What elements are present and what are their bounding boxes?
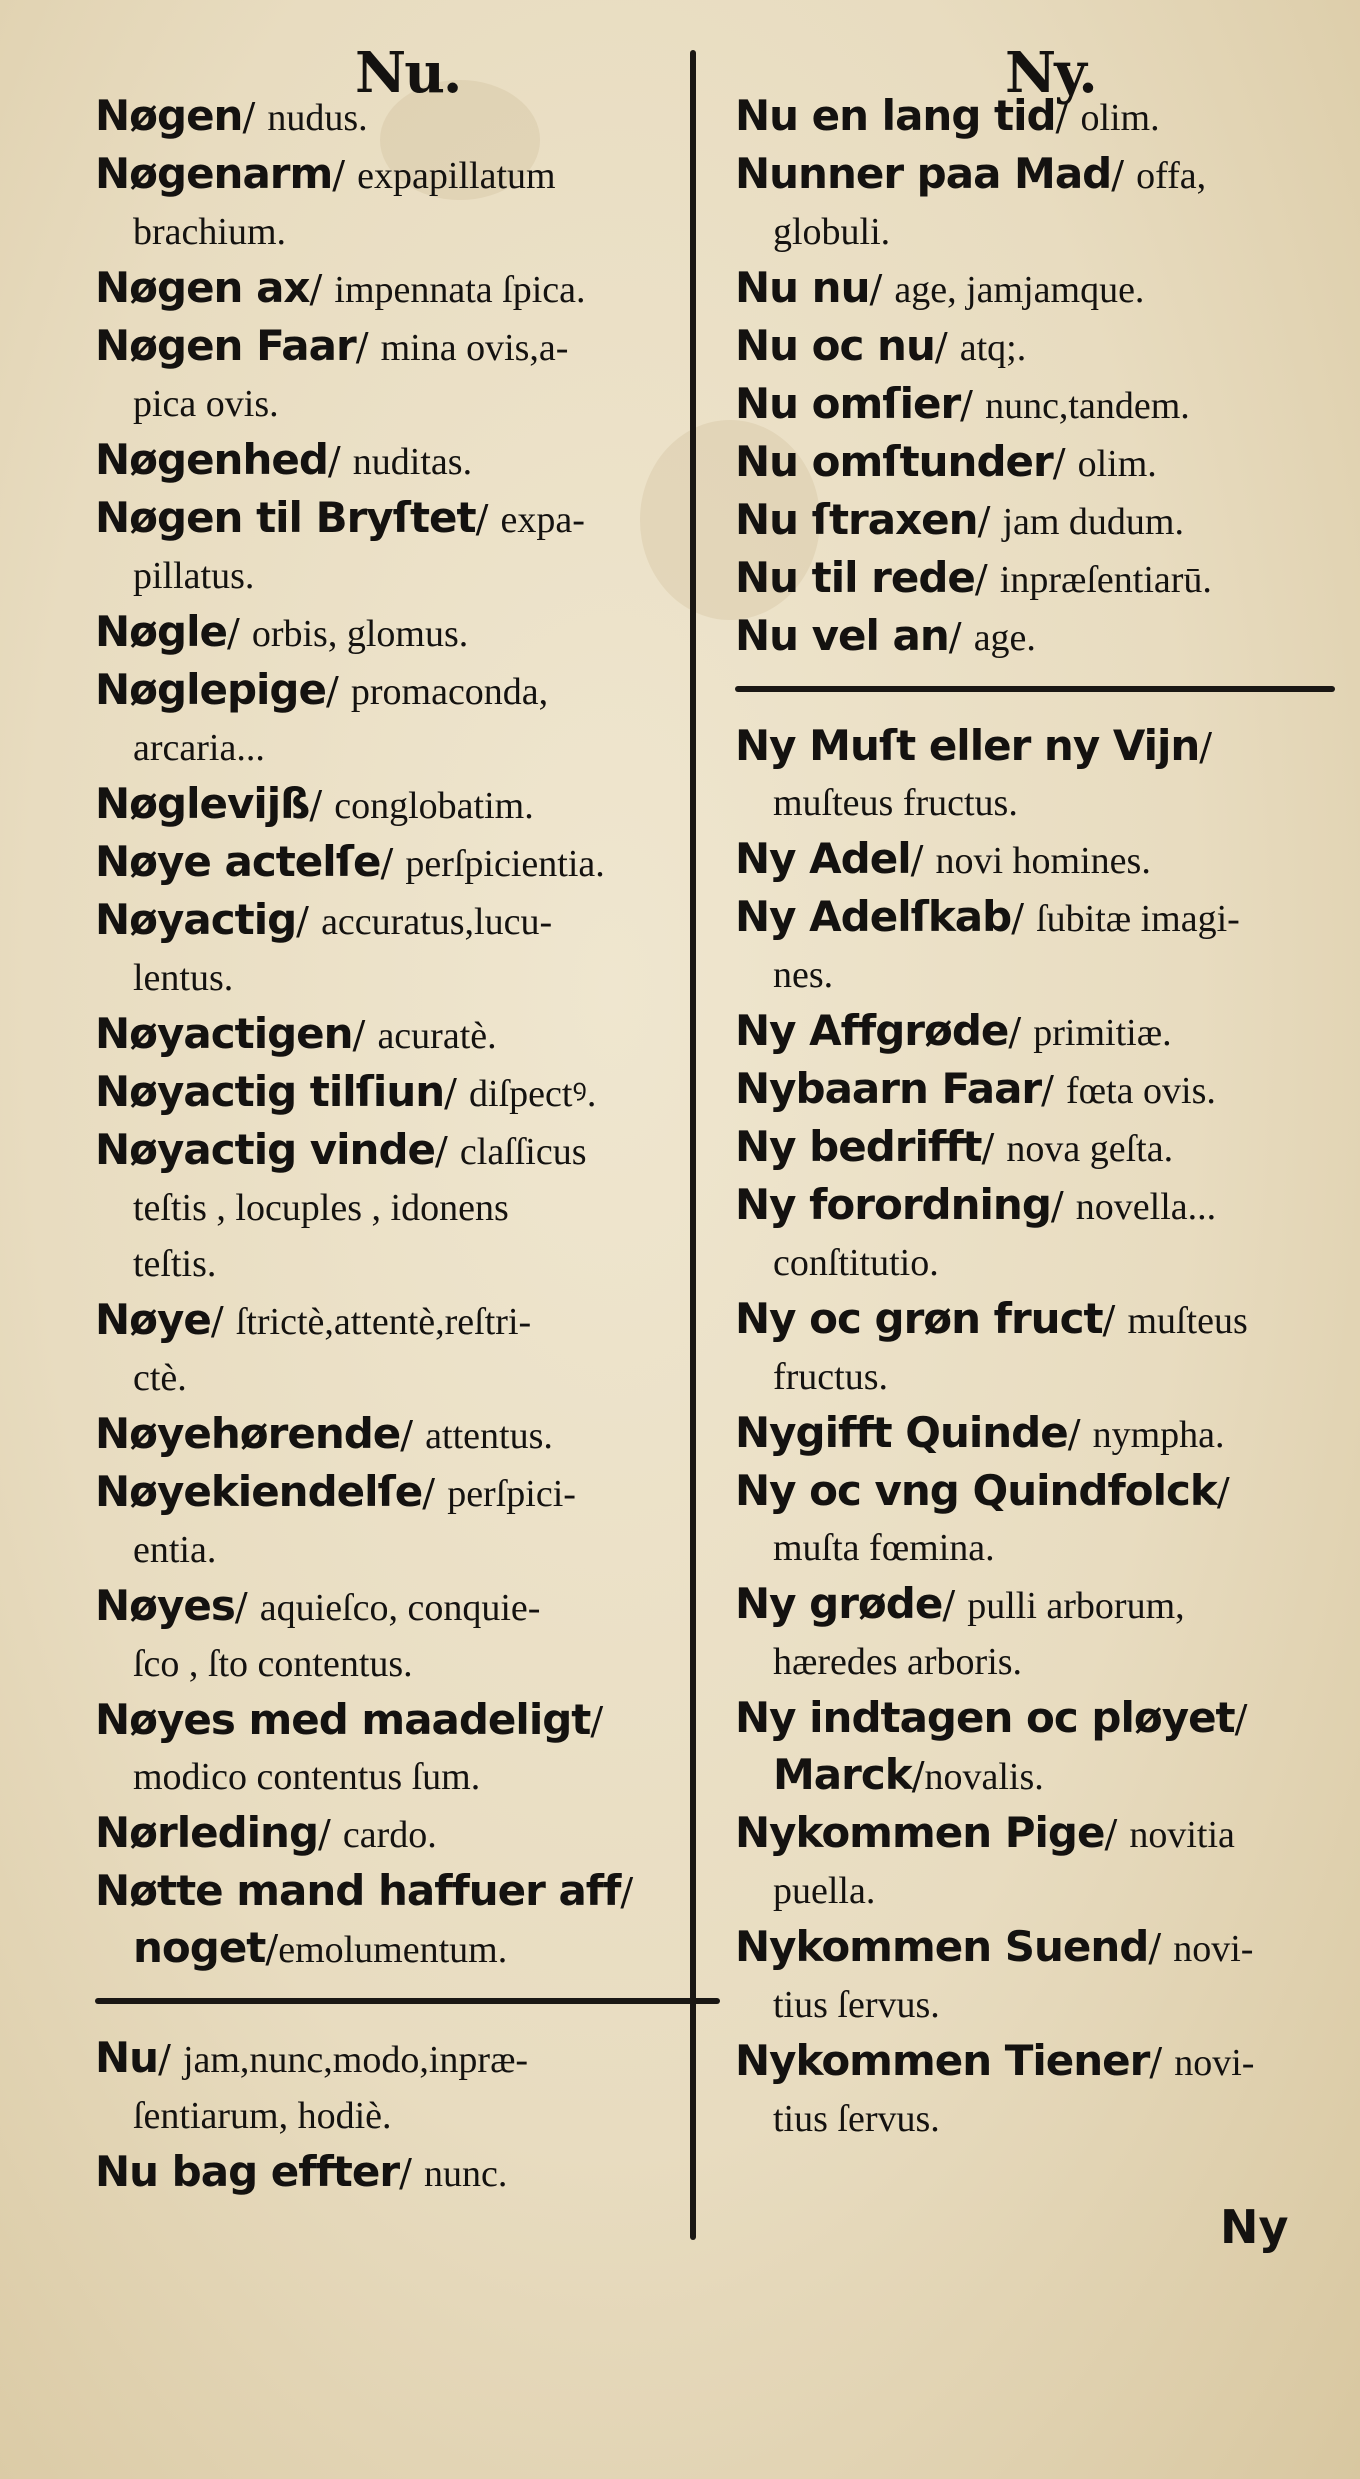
dictionary-entry — [95, 260, 720, 318]
entry-headword: Nøgenhed — [95, 435, 328, 484]
entry-latin: diſpectꝰ. — [469, 1073, 597, 1115]
entry-latin: perſpici- — [447, 1473, 576, 1515]
entry-separator: / — [352, 1013, 378, 1057]
entry-latin-continued: hæredes arboris. — [773, 1641, 1023, 1683]
entry-headword: Nygifft Quinde — [735, 1408, 1068, 1457]
entry-headword: Ny oc grøn fruct — [735, 1294, 1103, 1343]
dictionary-entry — [95, 1464, 720, 1578]
entry-separator: / — [318, 1812, 343, 1856]
entry-separator: / — [934, 325, 960, 369]
entry-headword: Ny bedrifft — [735, 1122, 982, 1171]
entry-headword: Nøgle — [95, 607, 227, 656]
dictionary-entry — [95, 776, 720, 834]
entry-separator: / — [1234, 1697, 1248, 1741]
dictionary-entry — [735, 146, 1335, 260]
entry-latin: aquieſco, conquie- — [259, 1587, 541, 1629]
entry-headword: Nøyactig vinde — [95, 1125, 436, 1174]
entry-latin-continued: puella. — [773, 1870, 876, 1912]
entry-headword: Ny indtagen oc pløyet — [735, 1693, 1235, 1742]
dictionary-entry — [95, 892, 720, 1006]
entry-latin: claſſicus — [459, 1131, 587, 1173]
entry-headword: Nykommen Pige — [735, 1808, 1105, 1857]
entry-latin: primitiæ. — [1033, 1012, 1172, 1054]
entry-separator: / — [1148, 1926, 1174, 1970]
entry-separator: / — [942, 1583, 968, 1627]
entry-latin-continued: arcaria... — [133, 727, 265, 769]
dictionary-entry — [735, 831, 1335, 889]
entry-latin: ſubitæ imagi- — [1036, 898, 1240, 940]
entry-separator: / — [435, 1129, 460, 1173]
entry-separator: / — [309, 783, 335, 827]
entry-headword: Nu ſtraxen — [735, 495, 978, 544]
entry-separator: / — [1111, 153, 1137, 197]
dictionary-entry — [735, 1177, 1335, 1291]
entry-separator: / — [981, 1126, 1007, 1170]
entry-separator: / — [309, 267, 335, 311]
entry-latin-continued: muſta fœmina. — [773, 1527, 995, 1569]
entry-separator: / — [869, 267, 895, 311]
entry-headword: Ny grøde — [735, 1579, 943, 1628]
entry-latin-continued: tius ſervus. — [773, 1984, 940, 2026]
entry-separator: / — [1008, 1010, 1034, 1054]
entry-latin-continued: pillatus. — [133, 555, 255, 597]
entry-separator: / — [158, 2037, 183, 2081]
entry-headword: Nu oc nu — [735, 321, 935, 370]
entry-headword: Nu omſtunder — [735, 437, 1053, 486]
entry-headword: Nøgen Faar — [95, 321, 356, 370]
entry-separator: / — [1067, 1412, 1093, 1456]
entry-latin-continued: muſteus fructus. — [773, 782, 1018, 824]
entry-latin: age, jamjamque. — [894, 269, 1145, 311]
entry-latin-continued: fructus. — [773, 1356, 889, 1398]
entry-latin: perſpicientia. — [405, 843, 605, 885]
entry-latin: ſtrictè,attentè,reſtri- — [235, 1301, 532, 1343]
entry-latin-continued: ſentiarum, hodiè. — [133, 2095, 392, 2137]
entry-headword-continued: Marck — [773, 1750, 912, 1799]
entry-latin: inpræſentiarū. — [999, 559, 1212, 601]
dictionary-entry — [95, 1863, 720, 1978]
entry-separator: / — [242, 95, 268, 139]
dictionary-entry — [95, 490, 720, 604]
entry-headword: Nøye — [95, 1295, 211, 1344]
entry-separator: / — [399, 2151, 424, 2195]
entry-headword: Ny Adelſkab — [735, 892, 1012, 941]
entry-separator: / — [475, 497, 501, 541]
entry-headword: Nøgen — [95, 91, 243, 140]
entry-separator: / — [444, 1071, 470, 1115]
dictionary-entry — [735, 492, 1335, 550]
entry-latin: pulli arborum, — [967, 1585, 1185, 1627]
entry-latin: nunc. — [423, 2153, 508, 2195]
entry-headword: Nøyes — [95, 1581, 235, 1630]
dictionary-entry — [95, 88, 720, 146]
entry-separator: / — [265, 1927, 279, 1971]
entry-separator: / — [590, 1699, 604, 1743]
catchword: Ny — [1220, 2200, 1289, 2254]
entry-headword: Nu — [95, 2033, 159, 2082]
entry-separator: / — [1041, 1068, 1067, 1112]
dictionary-entry — [735, 88, 1335, 146]
entry-separator: / — [226, 611, 252, 655]
entry-headword: Nybaarn Faar — [735, 1064, 1042, 1113]
dictionary-entry — [735, 1003, 1335, 1061]
dictionary-entry — [735, 318, 1335, 376]
entry-separator: / — [1050, 1184, 1076, 1228]
entry-latin: nympha. — [1092, 1414, 1225, 1456]
entry-latin: olim. — [1080, 97, 1160, 139]
entry-headword: Nu nu — [735, 263, 870, 312]
dictionary-entry — [735, 1463, 1335, 1576]
left-entries — [95, 88, 720, 2202]
dictionary-entry — [95, 1064, 720, 1122]
entry-latin-continued: conſtitutio. — [773, 1242, 939, 1284]
entry-headword: Nøglevijß — [95, 779, 310, 828]
dictionary-entry — [95, 1122, 720, 1292]
dictionary-entry — [735, 1690, 1335, 1805]
entry-separator: / — [1011, 896, 1037, 940]
dictionary-entry — [735, 608, 1335, 666]
entry-headword: Nykommen Tiener — [735, 2036, 1150, 2085]
entry-latin: expa- — [500, 499, 585, 541]
entry-headword: Nørleding — [95, 1808, 319, 1857]
dictionary-entry — [735, 550, 1335, 608]
dictionary-entry — [735, 718, 1335, 831]
dictionary-entry — [95, 1406, 720, 1464]
entry-headword: Nøgen til Bryſtet — [95, 493, 476, 542]
entry-headword: Nøyactig — [95, 895, 297, 944]
entry-latin: mina ovis,a- — [380, 327, 569, 369]
dictionary-entry — [95, 1692, 720, 1805]
entry-latin-continued: ſco , ſto contentus. — [133, 1643, 413, 1685]
entry-latin: nuditas. — [352, 441, 473, 483]
entry-latin: accuratus,lucu- — [321, 901, 553, 943]
dictionary-entry — [735, 376, 1335, 434]
entry-headword: Nøgen ax — [95, 263, 310, 312]
entry-latin: offa, — [1136, 155, 1207, 197]
entry-latin-continued: entia. — [133, 1529, 217, 1571]
entry-latin: attentus. — [425, 1415, 553, 1457]
entry-latin: nudus. — [267, 97, 368, 139]
entry-latin: impennata ſpica. — [334, 269, 586, 311]
entry-headword: Nøyactig tilſiun — [95, 1067, 445, 1116]
entry-headword-continued: noget — [133, 1923, 266, 1972]
entry-headword: Nykommen Suend — [735, 1922, 1149, 1971]
entry-headword: Nøgenarm — [95, 149, 333, 198]
section-rule — [95, 1998, 720, 2004]
section-rule — [735, 686, 1335, 692]
entry-separator: / — [974, 557, 1000, 601]
entry-headword: Ny oc vng Quindfolck — [735, 1466, 1217, 1515]
entry-latin-continued: tius ſervus. — [773, 2098, 940, 2140]
dictionary-entry — [95, 1292, 720, 1406]
entry-latin: novi homines. — [935, 840, 1151, 882]
entry-separator: / — [325, 669, 351, 713]
dictionary-entry — [95, 432, 720, 490]
entry-headword: Nøye actelſe — [95, 837, 381, 886]
entry-latin-continued: modico contentus ſum. — [133, 1756, 481, 1798]
entry-separator: / — [1199, 725, 1213, 769]
dictionary-entry — [735, 1576, 1335, 1690]
entry-headword: Ny Adel — [735, 834, 911, 883]
entry-latin: olim. — [1077, 443, 1157, 485]
entry-latin: conglobatim. — [334, 785, 534, 827]
entry-headword: Ny Affgrøde — [735, 1006, 1009, 1055]
entry-latin-continued: brachium. — [133, 211, 287, 253]
entry-latin: novitia — [1129, 1814, 1235, 1856]
entry-latin: novi- — [1173, 1928, 1254, 1970]
entry-separator: / — [296, 899, 322, 943]
dictionary-entry — [735, 1291, 1335, 1405]
dictionary-entry — [95, 1578, 720, 1692]
entry-headword: Nøtte mand haffuer aff — [95, 1866, 621, 1915]
right-column-header: Ny. — [1005, 40, 1096, 106]
entry-latin-continued: emolumentum. — [278, 1929, 508, 1971]
entry-headword: Nøyactigen — [95, 1009, 353, 1058]
dictionary-entry — [95, 146, 720, 260]
entry-latin-continued: teſtis. — [133, 1243, 217, 1285]
entry-latin-continued: pica ovis. — [133, 383, 279, 425]
entry-latin-continued: globuli. — [773, 211, 891, 253]
dictionary-entry — [735, 1119, 1335, 1177]
entry-headword: Nu omſier — [735, 379, 961, 428]
entry-latin: jam dudum. — [1002, 501, 1184, 543]
entry-headword: Nøyehørende — [95, 1409, 401, 1458]
entry-headword: Nøyes med maadeligt — [95, 1695, 591, 1744]
entry-separator: / — [380, 841, 406, 885]
dictionary-entry — [95, 1805, 720, 1863]
left-column-header: Nu. — [355, 40, 461, 106]
dictionary-entry — [735, 260, 1335, 318]
entry-latin-continued: nes. — [773, 954, 834, 996]
dictionary-entry — [735, 434, 1335, 492]
entry-separator: / — [400, 1413, 426, 1457]
entry-latin-continued: lentus. — [133, 957, 234, 999]
entry-separator: / — [1149, 2040, 1175, 2084]
entry-separator: / — [1055, 95, 1081, 139]
entry-headword: Nu til rede — [735, 553, 975, 602]
entry-latin-continued: ctè. — [133, 1357, 187, 1399]
dictionary-entry — [95, 1006, 720, 1064]
entry-separator: / — [911, 1754, 925, 1798]
entry-latin: muſteus — [1127, 1300, 1248, 1342]
entry-separator: / — [977, 499, 1003, 543]
dictionary-entry — [735, 1061, 1335, 1119]
entry-headword: Nu vel an — [735, 611, 949, 660]
entry-separator: / — [1104, 1812, 1130, 1856]
entry-headword: Nu bag effter — [95, 2147, 400, 2196]
entry-headword: Ny Muſt eller ny Vijn — [735, 721, 1200, 770]
dictionary-entry — [735, 1919, 1335, 2033]
entry-separator: / — [327, 439, 353, 483]
entry-headword: Nøyekiendelſe — [95, 1467, 423, 1516]
dictionary-entry — [95, 2030, 720, 2144]
entry-latin: atq;. — [959, 327, 1027, 369]
entry-separator: / — [620, 1870, 634, 1914]
entry-separator: / — [210, 1299, 236, 1343]
entry-latin: fœta ovis. — [1066, 1070, 1216, 1112]
entry-separator: / — [960, 383, 986, 427]
entry-separator: / — [422, 1471, 448, 1515]
dictionary-entry — [735, 2033, 1335, 2147]
entry-latin-continued: novalis. — [924, 1756, 1044, 1798]
dictionary-entry — [95, 604, 720, 662]
entry-latin: novella... — [1075, 1186, 1217, 1228]
entry-separator: / — [1052, 441, 1078, 485]
dictionary-entry — [735, 1405, 1335, 1463]
entry-separator: / — [355, 325, 381, 369]
entry-separator: / — [1102, 1298, 1128, 1342]
entry-latin: promaconda, — [350, 671, 549, 713]
entry-latin: orbis, glomus. — [251, 613, 469, 655]
entry-separator: / — [1216, 1470, 1230, 1514]
entry-latin-continued: teſtis , locuples , idonens — [133, 1187, 509, 1229]
entry-separator: / — [234, 1585, 260, 1629]
entry-separator: / — [910, 838, 936, 882]
entry-headword: Ny forordning — [735, 1180, 1051, 1229]
dictionary-entry — [95, 662, 720, 776]
entry-latin: nova geſta. — [1006, 1128, 1174, 1170]
entry-latin: age. — [973, 617, 1036, 659]
dictionary-entry — [95, 834, 720, 892]
entry-latin: jam,nunc,modo,inpræ- — [182, 2039, 529, 2081]
entry-latin: expapillatum — [357, 155, 556, 197]
entry-separator: / — [332, 153, 358, 197]
entry-latin: cardo. — [342, 1814, 437, 1856]
dictionary-entry — [735, 1805, 1335, 1919]
dictionary-entry — [95, 2144, 720, 2202]
entry-headword: Nu en lang tid — [735, 91, 1056, 140]
entry-latin: nunc,tandem. — [985, 385, 1190, 427]
entry-headword: Nøglepige — [95, 665, 326, 714]
right-entries — [735, 88, 1335, 2147]
entry-latin: novi- — [1174, 2042, 1255, 2084]
entry-separator: / — [948, 615, 974, 659]
dictionary-entry — [735, 889, 1335, 1003]
dictionary-entry — [95, 318, 720, 432]
entry-latin: acuratè. — [377, 1015, 497, 1057]
entry-headword: Nunner paa Mad — [735, 149, 1112, 198]
